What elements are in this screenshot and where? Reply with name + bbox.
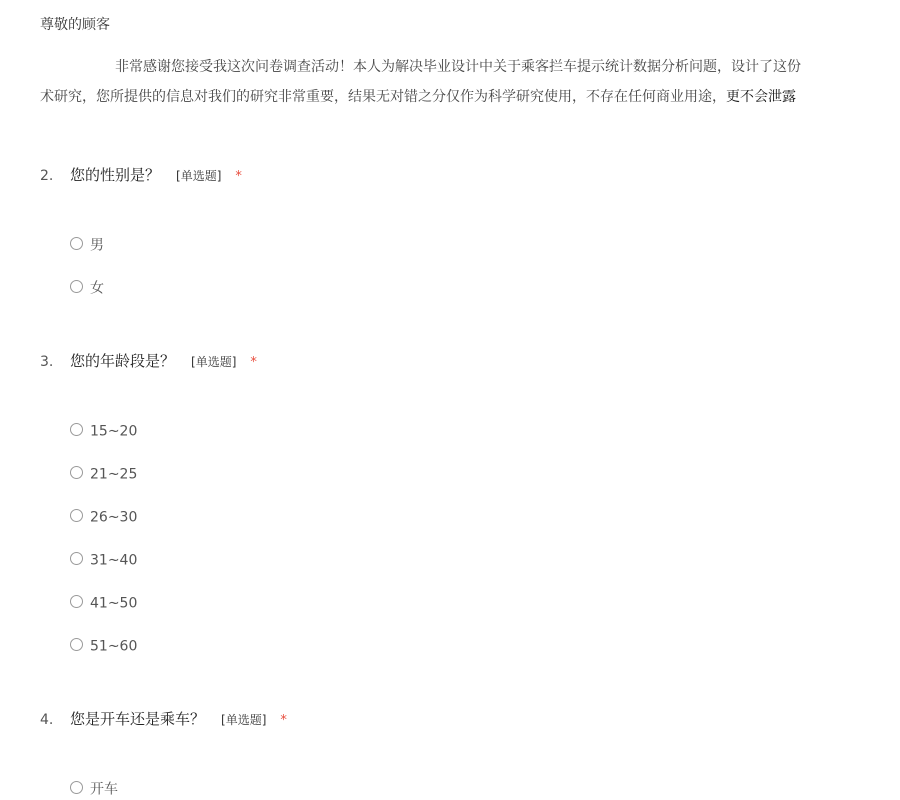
intro-line-2	[40, 82, 900, 112]
option-age-21-25[interactable]	[70, 464, 137, 484]
radio-button-icon[interactable]	[70, 423, 83, 436]
intro-line-2-tail: 更不会泄露	[726, 89, 796, 105]
question-title	[40, 164, 890, 186]
option-label: 15~20	[90, 423, 138, 440]
intro-paragraph	[40, 52, 900, 112]
intro-line-2-text: 术研究，您所提供的信息对我们的研究非常重要，结果无对错之分仅作为科学研究使用，不存在任何商业用途，	[40, 89, 726, 105]
option-drive[interactable]	[70, 779, 118, 799]
question-number: 2.	[40, 168, 54, 184]
radio-button-icon[interactable]	[70, 781, 83, 794]
option-label: 男	[90, 237, 104, 254]
option-label: 21~25	[90, 466, 138, 483]
option-male[interactable]	[70, 235, 104, 255]
radio-button-icon[interactable]	[70, 595, 83, 608]
question-text: 您的性别是？	[70, 166, 161, 184]
intro-line-1: 非常感谢您接受我这次问卷调查活动！本人为解决毕业设计中关于乘客拦车提示统计数据分析问题，设计了这份	[115, 59, 801, 75]
radio-button-icon[interactable]	[70, 280, 83, 293]
option-age-15-20[interactable]	[70, 421, 137, 441]
radio-button-icon[interactable]	[70, 638, 83, 651]
question-title	[40, 350, 890, 372]
required-asterisk: *	[280, 713, 287, 728]
option-age-31-40[interactable]	[70, 550, 137, 570]
question-age-group	[40, 350, 890, 655]
required-asterisk: *	[235, 169, 242, 184]
question-type-tag: [单选题]	[221, 713, 267, 727]
option-label: 41~50	[90, 595, 138, 612]
option-label: 51~60	[90, 638, 138, 655]
radio-button-icon[interactable]	[70, 552, 83, 565]
question-type-tag: [单选题]	[191, 355, 237, 369]
question-title	[40, 708, 890, 730]
radio-button-icon[interactable]	[70, 509, 83, 522]
question-gender	[40, 164, 890, 297]
option-label: 女	[90, 280, 104, 297]
radio-button-icon[interactable]	[70, 237, 83, 250]
question-number: 4.	[40, 712, 54, 728]
question-text: 您是开车还是乘车？	[70, 710, 206, 728]
option-age-41-50[interactable]	[70, 593, 137, 613]
option-age-51-60[interactable]	[70, 636, 137, 656]
option-label: 26~30	[90, 509, 138, 526]
question-number: 3.	[40, 354, 54, 370]
option-label: 开车	[90, 781, 118, 798]
question-drive-or-ride	[40, 708, 890, 798]
greeting-heading: 尊敬的顾客	[40, 17, 110, 33]
option-female[interactable]	[70, 278, 104, 298]
option-label: 31~40	[90, 552, 138, 569]
question-text: 您的年龄段是？	[70, 352, 176, 370]
question-type-tag: [单选题]	[176, 169, 222, 183]
required-asterisk: *	[250, 355, 257, 370]
option-age-26-30[interactable]	[70, 507, 137, 527]
radio-button-icon[interactable]	[70, 466, 83, 479]
